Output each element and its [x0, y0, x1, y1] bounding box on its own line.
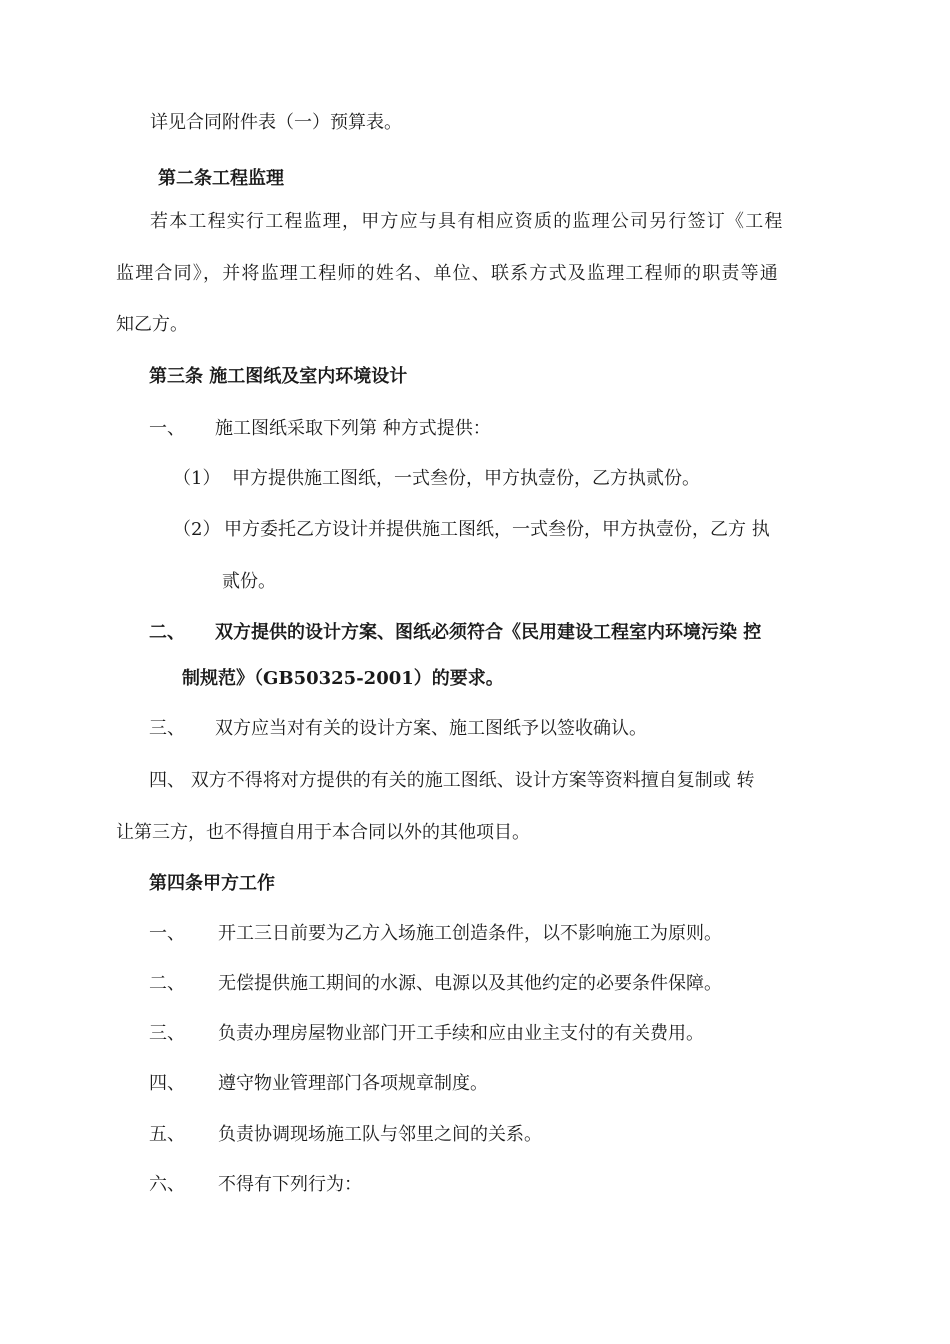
article4-item-text: 开工三日前要为乙方入场施工创造条件，以不影响施工为原则。: [218, 923, 722, 944]
article3-sub1-num: （1）: [173, 468, 221, 489]
article4-item-num: 三、: [149, 1023, 185, 1044]
article4-item-text: 不得有下列行为：: [218, 1174, 362, 1195]
article3-item3-num: 三、: [149, 718, 185, 739]
article3-item1-text: 施工图纸采取下列第 种方式提供：: [215, 418, 491, 439]
article2-heading: 第二条工程监理: [158, 168, 284, 189]
article3-item3-text: 双方应当对有关的设计方案、施工图纸予以签收确认。: [215, 718, 647, 739]
intro-line: 详见合同附件表（一）预算表。: [150, 112, 402, 133]
article3-item4-line2: 让第三方，也不得擅自用于本合同以外的其他项目。: [116, 822, 530, 843]
article4-item-num: 五、: [149, 1124, 185, 1145]
article4-heading: 第四条甲方工作: [149, 873, 275, 894]
article3-item1-num: 一、: [149, 418, 185, 439]
article4-item-text: 负责办理房屋物业部门开工手续和应由业主支付的有关费用。: [218, 1023, 704, 1044]
article2-para-line1: 若本工程实行工程监理，甲方应与具有相应资质的监理公司另行签订《工程: [150, 211, 784, 232]
article3-sub2-num: （2）: [173, 519, 221, 540]
article4-item-num: 一、: [149, 923, 185, 944]
article3-item2-cont: 制规范》（GB50325-2001）的要求。: [182, 668, 504, 689]
article4-item-text: 无偿提供施工期间的水源、电源以及其他约定的必要条件保障。: [218, 973, 722, 994]
article3-sub2-cont: 贰份。: [222, 571, 276, 592]
article3-item2-num: 二、: [149, 622, 185, 643]
article3-item4-line1: 四、 双方不得将对方提供的有关的施工图纸、设计方案等资料擅自复制或 转: [149, 770, 755, 791]
article3-sub2-text: 甲方委托乙方设计并提供施工图纸，一式叁份，甲方执壹份，乙方 执: [224, 519, 770, 540]
article3-item2-text: 双方提供的设计方案、图纸必须符合《民用建设工程室内环境污染 控: [215, 622, 762, 643]
article2-para-line3: 知乙方。: [116, 314, 188, 335]
article4-item-num: 六、: [149, 1174, 185, 1195]
article4-item-num: 二、: [149, 973, 185, 994]
article3-sub1-text: 甲方提供施工图纸，一式叁份，甲方执壹份，乙方执贰份。: [232, 468, 700, 489]
article4-item-num: 四、: [149, 1073, 185, 1094]
article2-para-line2: 监理合同》，并将监理工程师的姓名、单位、联系方式及监理工程师的职责等通: [116, 263, 779, 284]
article3-heading: 第三条 施工图纸及室内环境设计: [149, 366, 408, 387]
article4-item-text: 遵守物业管理部门各项规章制度。: [218, 1073, 488, 1094]
article4-item-text: 负责协调现场施工队与邻里之间的关系。: [218, 1124, 542, 1145]
